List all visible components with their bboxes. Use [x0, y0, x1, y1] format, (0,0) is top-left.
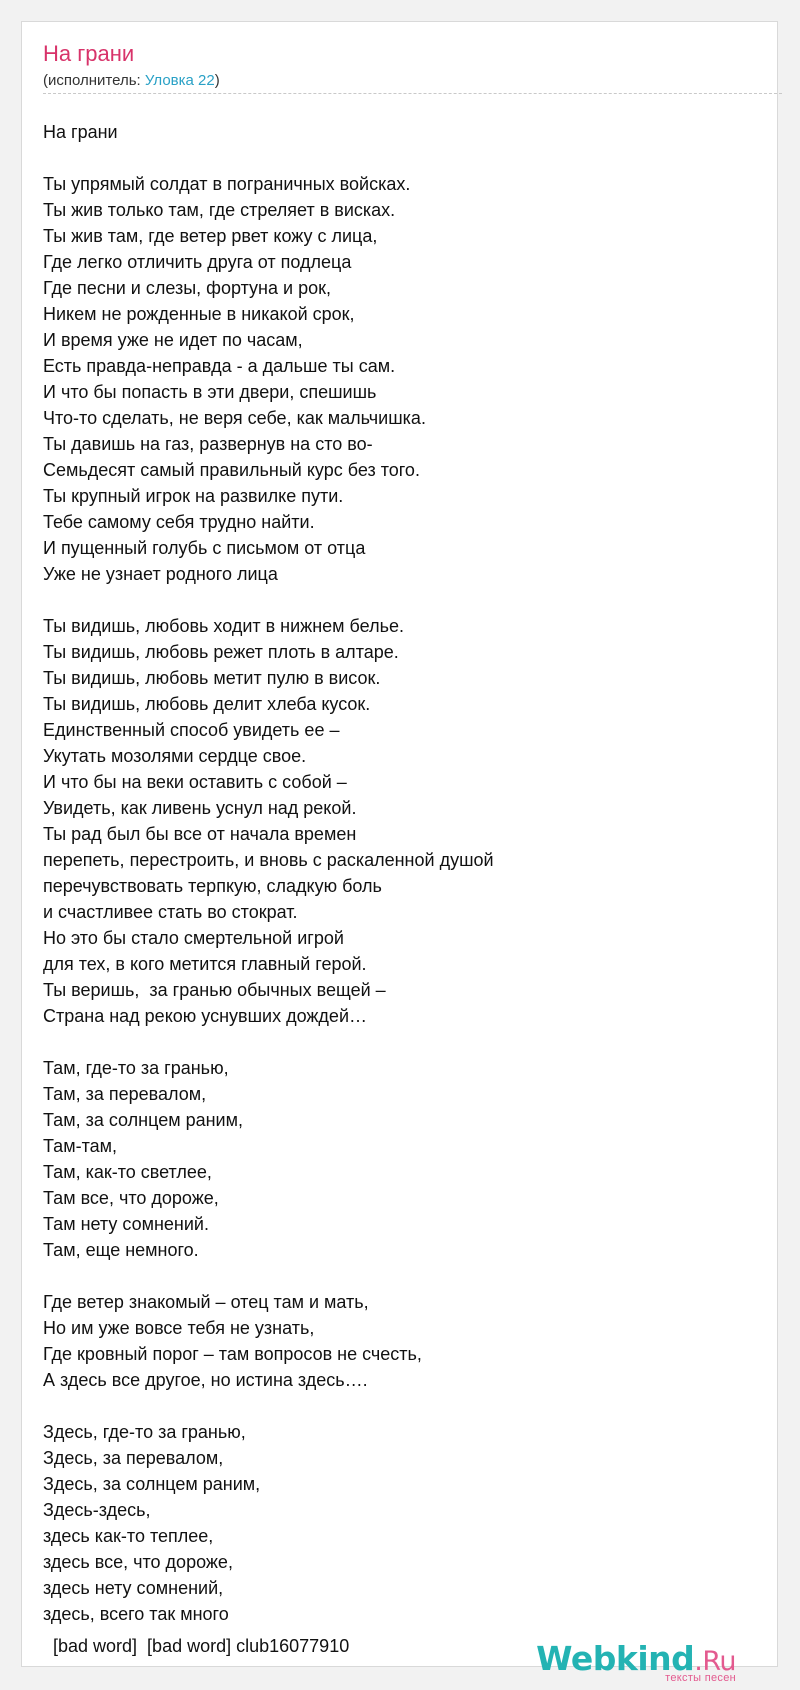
lyric-line: Там, за солнцем раним, [43, 1110, 243, 1130]
header-divider [43, 93, 782, 94]
lyric-line: И что бы попасть в эти двери, спешишь [43, 382, 377, 402]
lyrics-heading: На грани [43, 122, 118, 142]
webkind-logo[interactable] [536, 1639, 736, 1684]
song-title: На грани [43, 41, 135, 66]
logo-tagline: тексты песен [665, 1672, 736, 1684]
lyric-line: Семьдесят самый правильный курс без того. [43, 460, 420, 480]
lyric-line: здесь, всего так много [43, 1604, 229, 1624]
lyric-line: Ты давишь на газ, развернув на сто во- [43, 434, 373, 454]
artist-link[interactable]: Уловка 22 [144, 72, 215, 89]
lyric-line: Ты видишь, любовь ходит в нижнем белье. [43, 616, 404, 636]
lyric-line: здесь нету сомнений, [43, 1578, 224, 1598]
lyric-line: Ты видишь, любовь метит пулю в висок. [43, 668, 381, 688]
lyric-line: Ты веришь, за гранью обычных вещей – [43, 980, 386, 1000]
lyric-line: здесь как-то теплее, [43, 1526, 214, 1546]
lyric-line: Ты жив только там, где стреляет в висках. [43, 200, 396, 220]
lyric-line: Но это бы стало смертельной игрой [43, 928, 344, 948]
lyric-line: и счастливее стать во стократ. [43, 902, 298, 922]
lyric-line: Ты упрямый солдат в пограничных войсках. [43, 174, 411, 194]
lyric-line: Укутать мозолями сердце свое. [43, 746, 307, 766]
logo-tld: .Ru [694, 1646, 736, 1677]
lyrics-card [21, 21, 778, 1684]
lyric-line: Где кровный порог – там вопросов не счесть, [43, 1344, 422, 1364]
lyric-line: здесь все, что дороже, [43, 1552, 233, 1572]
lyric-line: Там, за перевалом, [43, 1084, 207, 1104]
lyric-line: Уже не узнает родного лица [43, 564, 278, 584]
lyric-line: Здесь-здесь, [43, 1500, 151, 1520]
lyric-line: Где легко отличить друга от подлеца [43, 252, 352, 272]
lyric-line: Там, как-то светлее, [43, 1162, 212, 1182]
stanza-gap [43, 1263, 494, 1289]
lyric-line: Ты видишь, любовь режет плоть в алтаре. [43, 642, 399, 662]
lyric-line: Никем не рожденные в никакой срок, [43, 304, 355, 324]
lyric-line: Здесь, за солнцем раним, [43, 1474, 261, 1494]
lyric-line: Здесь, где-то за гранью, [43, 1422, 246, 1442]
lyric-line: Там-там, [43, 1136, 117, 1156]
lyric-line: Страна над рекою уснувших дождей… [43, 1006, 367, 1026]
stanza-gap [43, 1393, 494, 1419]
lyric-line: Ты жив там, где ветер рвет кожу с лица, [43, 226, 378, 246]
lyric-line: Что-то сделать, не веря себе, как мальчишка. [43, 408, 426, 428]
lyric-line: Но им уже вовсе тебя не узнать, [43, 1318, 315, 1338]
lyric-line: И что бы на веки оставить с собой – [43, 772, 347, 792]
stanza-gap [43, 587, 494, 613]
lyric-line: Где ветер знакомый – отец там и мать, [43, 1292, 369, 1312]
lyrics-footer: [bad word] [bad word] club16077910 [48, 1636, 350, 1656]
lyric-line: Там нету сомнений. [43, 1214, 209, 1234]
artist-prefix: (исполнитель: [43, 72, 145, 89]
lyric-line: для тех, в кого метится главный герой. [43, 954, 367, 974]
lyric-line: перепеть, перестроить, и вновь с раскаленной душой [43, 850, 494, 870]
stanza-gap [43, 1029, 494, 1055]
lyric-line: Там все, что дороже, [43, 1188, 219, 1208]
lyric-line: Здесь, за перевалом, [43, 1448, 224, 1468]
lyric-line: Где песни и слезы, фортуна и рок, [43, 278, 331, 298]
lyric-line: Есть правда-неправда - а дальше ты сам. [43, 356, 396, 376]
artist-suffix: ) [214, 72, 220, 89]
lyric-line: Там, где-то за гранью, [43, 1058, 229, 1078]
lyric-line: Ты видишь, любовь делит хлеба кусок. [43, 694, 371, 714]
artist-line [43, 73, 220, 88]
lyric-line: И пущенный голубь с письмом от отца [43, 538, 366, 558]
lyric-line: Единственный способ увидеть ее – [43, 720, 340, 740]
lyrics-body [43, 119, 494, 1627]
lyric-line: Тебе самому себя трудно найти. [43, 512, 315, 532]
lyric-line: А здесь все другое, но истина здесь…. [43, 1370, 368, 1390]
lyric-line: перечувствовать терпкую, сладкую боль [43, 876, 382, 896]
lyric-line: И время уже не идет по часам, [43, 330, 303, 350]
lyric-line: Там, еще немного. [43, 1240, 199, 1260]
lyric-line: Ты рад был бы все от начала времен [43, 824, 357, 844]
lyric-line: Ты крупный игрок на развилке пути. [43, 486, 344, 506]
logo-main-text: Webkind [536, 1639, 695, 1678]
lyric-line: Увидеть, как ливень уснул над рекой. [43, 798, 357, 818]
